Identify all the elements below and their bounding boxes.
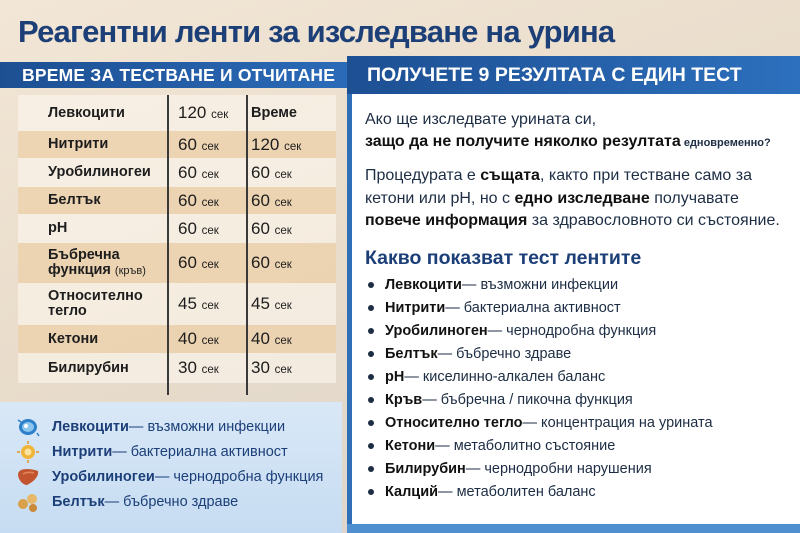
bullet-icon: [368, 443, 374, 449]
bacteria-icon: [14, 415, 42, 439]
row-time-2: 60 сек: [251, 162, 292, 182]
section-heading: Какво показват тест лентите: [365, 247, 642, 269]
list-item: Нитрити — бактериална активност: [368, 300, 621, 316]
list-item: Калций — метаболитен баланс: [368, 484, 596, 500]
item-name: Уробилиногеи: [52, 469, 155, 485]
list-item: Кетони — метаболитно състояние: [368, 438, 615, 454]
row-time-2: 60 сек: [251, 218, 292, 238]
table-row: [18, 158, 336, 187]
bottom-band: [347, 524, 800, 533]
page-title: Реагентни ленти за изследване на урина: [18, 14, 615, 49]
row-time-2: 30 сек: [251, 358, 292, 377]
row-time-1: 60 сек: [178, 162, 219, 182]
item-desc: — възможни инфекции: [128, 419, 286, 435]
table-row: [18, 131, 336, 158]
table-header-row: [18, 95, 336, 131]
timing-banner: ВРЕМЕ ЗА ТЕСТВАНЕ И ОТЧИТАНЕ: [0, 62, 350, 88]
bullet-icon: [368, 420, 374, 426]
row-name: Билирубин: [48, 359, 129, 376]
header-name: Левкоцити: [48, 104, 125, 121]
table-row: [18, 325, 336, 353]
bullet-icon: [368, 328, 374, 334]
row-time-2: 40 сек: [251, 329, 292, 348]
list-item: pH — киселинно-алкален баланс: [368, 369, 605, 385]
summary-box: [0, 402, 342, 533]
list-item: Кръв — бъбречна / пикочна функция: [368, 392, 633, 408]
bullet-icon: [368, 489, 374, 495]
item-desc: — бактериална активност: [112, 444, 288, 460]
row-name: Белтък: [48, 192, 101, 208]
list-item: [14, 465, 323, 489]
item-desc: — бъбречно здраве: [104, 494, 239, 510]
row-time-2: 60 сек: [251, 190, 292, 210]
row-time-2: 120 сек: [251, 134, 302, 154]
table-divider: [246, 95, 248, 395]
item-name: Левкоцити: [52, 419, 129, 435]
bullet-icon: [368, 351, 374, 357]
list-item: [14, 490, 238, 514]
item-name: Белтък: [52, 494, 105, 510]
bullet-icon: [368, 282, 374, 288]
list-item: [14, 415, 285, 439]
table-divider: [167, 95, 169, 395]
row-name: Бъбречна функция (кръв): [48, 246, 146, 278]
results-banner: ПОЛУЧЕТЕ 9 РЕЗУЛТАТА С ЕДИН ТЕСТ: [347, 56, 800, 94]
row-time-1: 60 сек: [178, 253, 219, 272]
row-name: Нитрити: [48, 136, 109, 152]
intro-paragraph: Ако ще изследвате урината си, защо да не получите няколко резултата едновременно?: [365, 111, 771, 150]
list-item: Относително тегло — концентрация на урината: [368, 415, 713, 431]
row-time-1: 60 сек: [178, 218, 219, 238]
protein-icon: [14, 490, 42, 514]
table-row: [18, 243, 336, 283]
row-name: Относително тегло: [48, 288, 143, 319]
liver-icon: [14, 465, 42, 489]
row-time-1: 45 сек: [178, 294, 219, 313]
germ-icon: [14, 440, 42, 464]
item-name: Нитрити: [52, 444, 113, 460]
row-name: Уробилиногеи: [48, 164, 151, 180]
list-item: Белтък — бъбречно здраве: [368, 346, 571, 362]
table-row: [18, 283, 336, 325]
timing-table: [18, 95, 336, 395]
item-desc: — чернодробна функция: [154, 469, 324, 485]
list-item: Левкоцити — възможни инфекции: [368, 277, 618, 293]
table-row: [18, 187, 336, 214]
row-name: pH: [48, 220, 68, 236]
list-item: [14, 440, 288, 464]
table-row: [18, 214, 336, 243]
row-time-1: 40 сек: [178, 329, 219, 348]
list-item: Уробилиноген — чернодробна функция: [368, 323, 656, 339]
row-time-1: 60 сек: [178, 134, 219, 154]
procedure-paragraph: Процедурата е същата, както при тестване само за кетони или pH, но с едно изследване получавате повече информация за здравословното си състояние.: [365, 167, 780, 229]
header-time-1: 120 сек: [178, 103, 229, 122]
row-name: Кетони: [48, 330, 99, 347]
bullet-icon: [368, 374, 374, 380]
row-time-2: 60 сек: [251, 253, 292, 272]
table-row: [18, 353, 336, 383]
row-time-1: 60 сек: [178, 190, 219, 210]
bullet-icon: [368, 466, 374, 472]
bullet-icon: [368, 305, 374, 311]
row-time-2: 45 сек: [251, 294, 292, 313]
row-time-1: 30 сек: [178, 358, 219, 377]
bullet-icon: [368, 397, 374, 403]
header-time-2: Време: [251, 105, 297, 121]
list-item: Билирубин — чернодробни нарушения: [368, 461, 652, 477]
